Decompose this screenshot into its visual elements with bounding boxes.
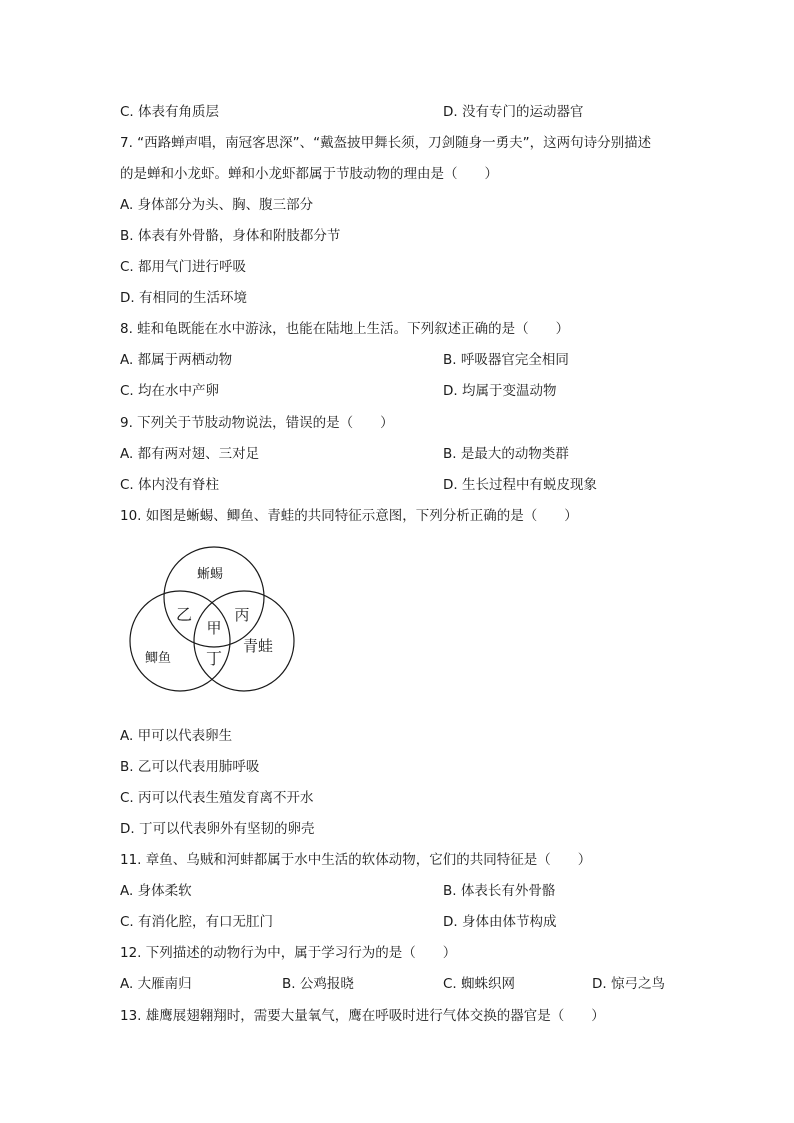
question-stem: 11. 章鱼、乌贼和河蚌都属于水中生活的软体动物，它们的共同特征是（ ） bbox=[120, 852, 592, 868]
label-frog: 青蛙 bbox=[242, 637, 274, 655]
venn-diagram bbox=[124, 540, 304, 698]
question-stem: 9. 下列关于节肢动物说法，错误的是（ ） bbox=[120, 415, 394, 431]
option-c: C. 都用气门进行呼吸 bbox=[120, 259, 247, 275]
option-c: C. 均在水中产卵 bbox=[120, 383, 220, 399]
option-a: A. 都有两对翅、三对足 bbox=[120, 446, 260, 462]
option-d: D. 没有专门的运动器官 bbox=[443, 104, 584, 120]
option-c: C. 体内没有脊柱 bbox=[120, 477, 220, 493]
question-stem: 7. “西路蝉声唱，南冠客思深”、“戴盔披甲舞长须，刀剑随身一勇夫”，这两句诗分别描述 bbox=[120, 135, 652, 151]
question-stem: 8. 蛙和龟既能在水中游泳，也能在陆地上生活。下列叙述正确的是（ ） bbox=[120, 321, 570, 337]
option-d: D. 惊弓之鸟 bbox=[592, 976, 665, 992]
region-bing: 丙 bbox=[234, 606, 250, 624]
label-lizard: 蜥蜴 bbox=[196, 567, 224, 582]
question-stem-continued: 的是蝉和小龙虾。蝉和小龙虾都属于节肢动物的理由是（ ） bbox=[120, 166, 498, 182]
option-a: A. 甲可以代表卵生 bbox=[120, 728, 233, 744]
option-b: B. 体表有外骨骼，身体和附肢都分节 bbox=[120, 228, 341, 244]
option-a: A. 身体部分为头、胸、腹三部分 bbox=[120, 197, 314, 213]
option-a: A. 大雁南归 bbox=[120, 976, 192, 992]
question-stem: 12. 下列描述的动物行为中，属于学习行为的是（ ） bbox=[120, 945, 457, 961]
option-d: D. 身体由体节构成 bbox=[443, 914, 557, 930]
question-stem: 13. 雄鹰展翅翱翔时，需要大量氧气，鹰在呼吸时进行气体交换的器官是（ ） bbox=[120, 1008, 605, 1024]
option-c: C. 体表有角质层 bbox=[120, 104, 220, 120]
option-a: A. 身体柔软 bbox=[120, 883, 192, 899]
option-d: D. 有相同的生活环境 bbox=[120, 290, 247, 306]
option-b: B. 呼吸器官完全相同 bbox=[443, 352, 569, 368]
region-yi: 乙 bbox=[175, 605, 193, 624]
option-b: B. 是最大的动物类群 bbox=[443, 446, 569, 462]
region-jia: 甲 bbox=[206, 619, 222, 637]
option-b: B. 体表长有外骨骼 bbox=[443, 883, 556, 899]
label-crucian-carp: 鲫鱼 bbox=[144, 651, 172, 666]
region-ding: 丁 bbox=[205, 649, 223, 668]
option-d: D. 丁可以代表卵外有坚韧的卵壳 bbox=[120, 821, 315, 837]
option-d: D. 生长过程中有蜕皮现象 bbox=[443, 477, 597, 493]
option-c: C. 丙可以代表生殖发育离不开水 bbox=[120, 790, 314, 806]
option-c: C. 有消化腔，有口无肛门 bbox=[120, 914, 274, 930]
option-b: B. 公鸡报晓 bbox=[282, 976, 354, 992]
option-a: A. 都属于两栖动物 bbox=[120, 352, 233, 368]
option-c: C. 蜘蛛织网 bbox=[443, 976, 516, 992]
option-b: B. 乙可以代表用肺呼吸 bbox=[120, 759, 260, 775]
option-d: D. 均属于变温动物 bbox=[443, 383, 557, 399]
question-stem: 10. 如图是蜥蜴、鲫鱼、青蛙的共同特征示意图，下列分析正确的是（ ） bbox=[120, 508, 578, 524]
